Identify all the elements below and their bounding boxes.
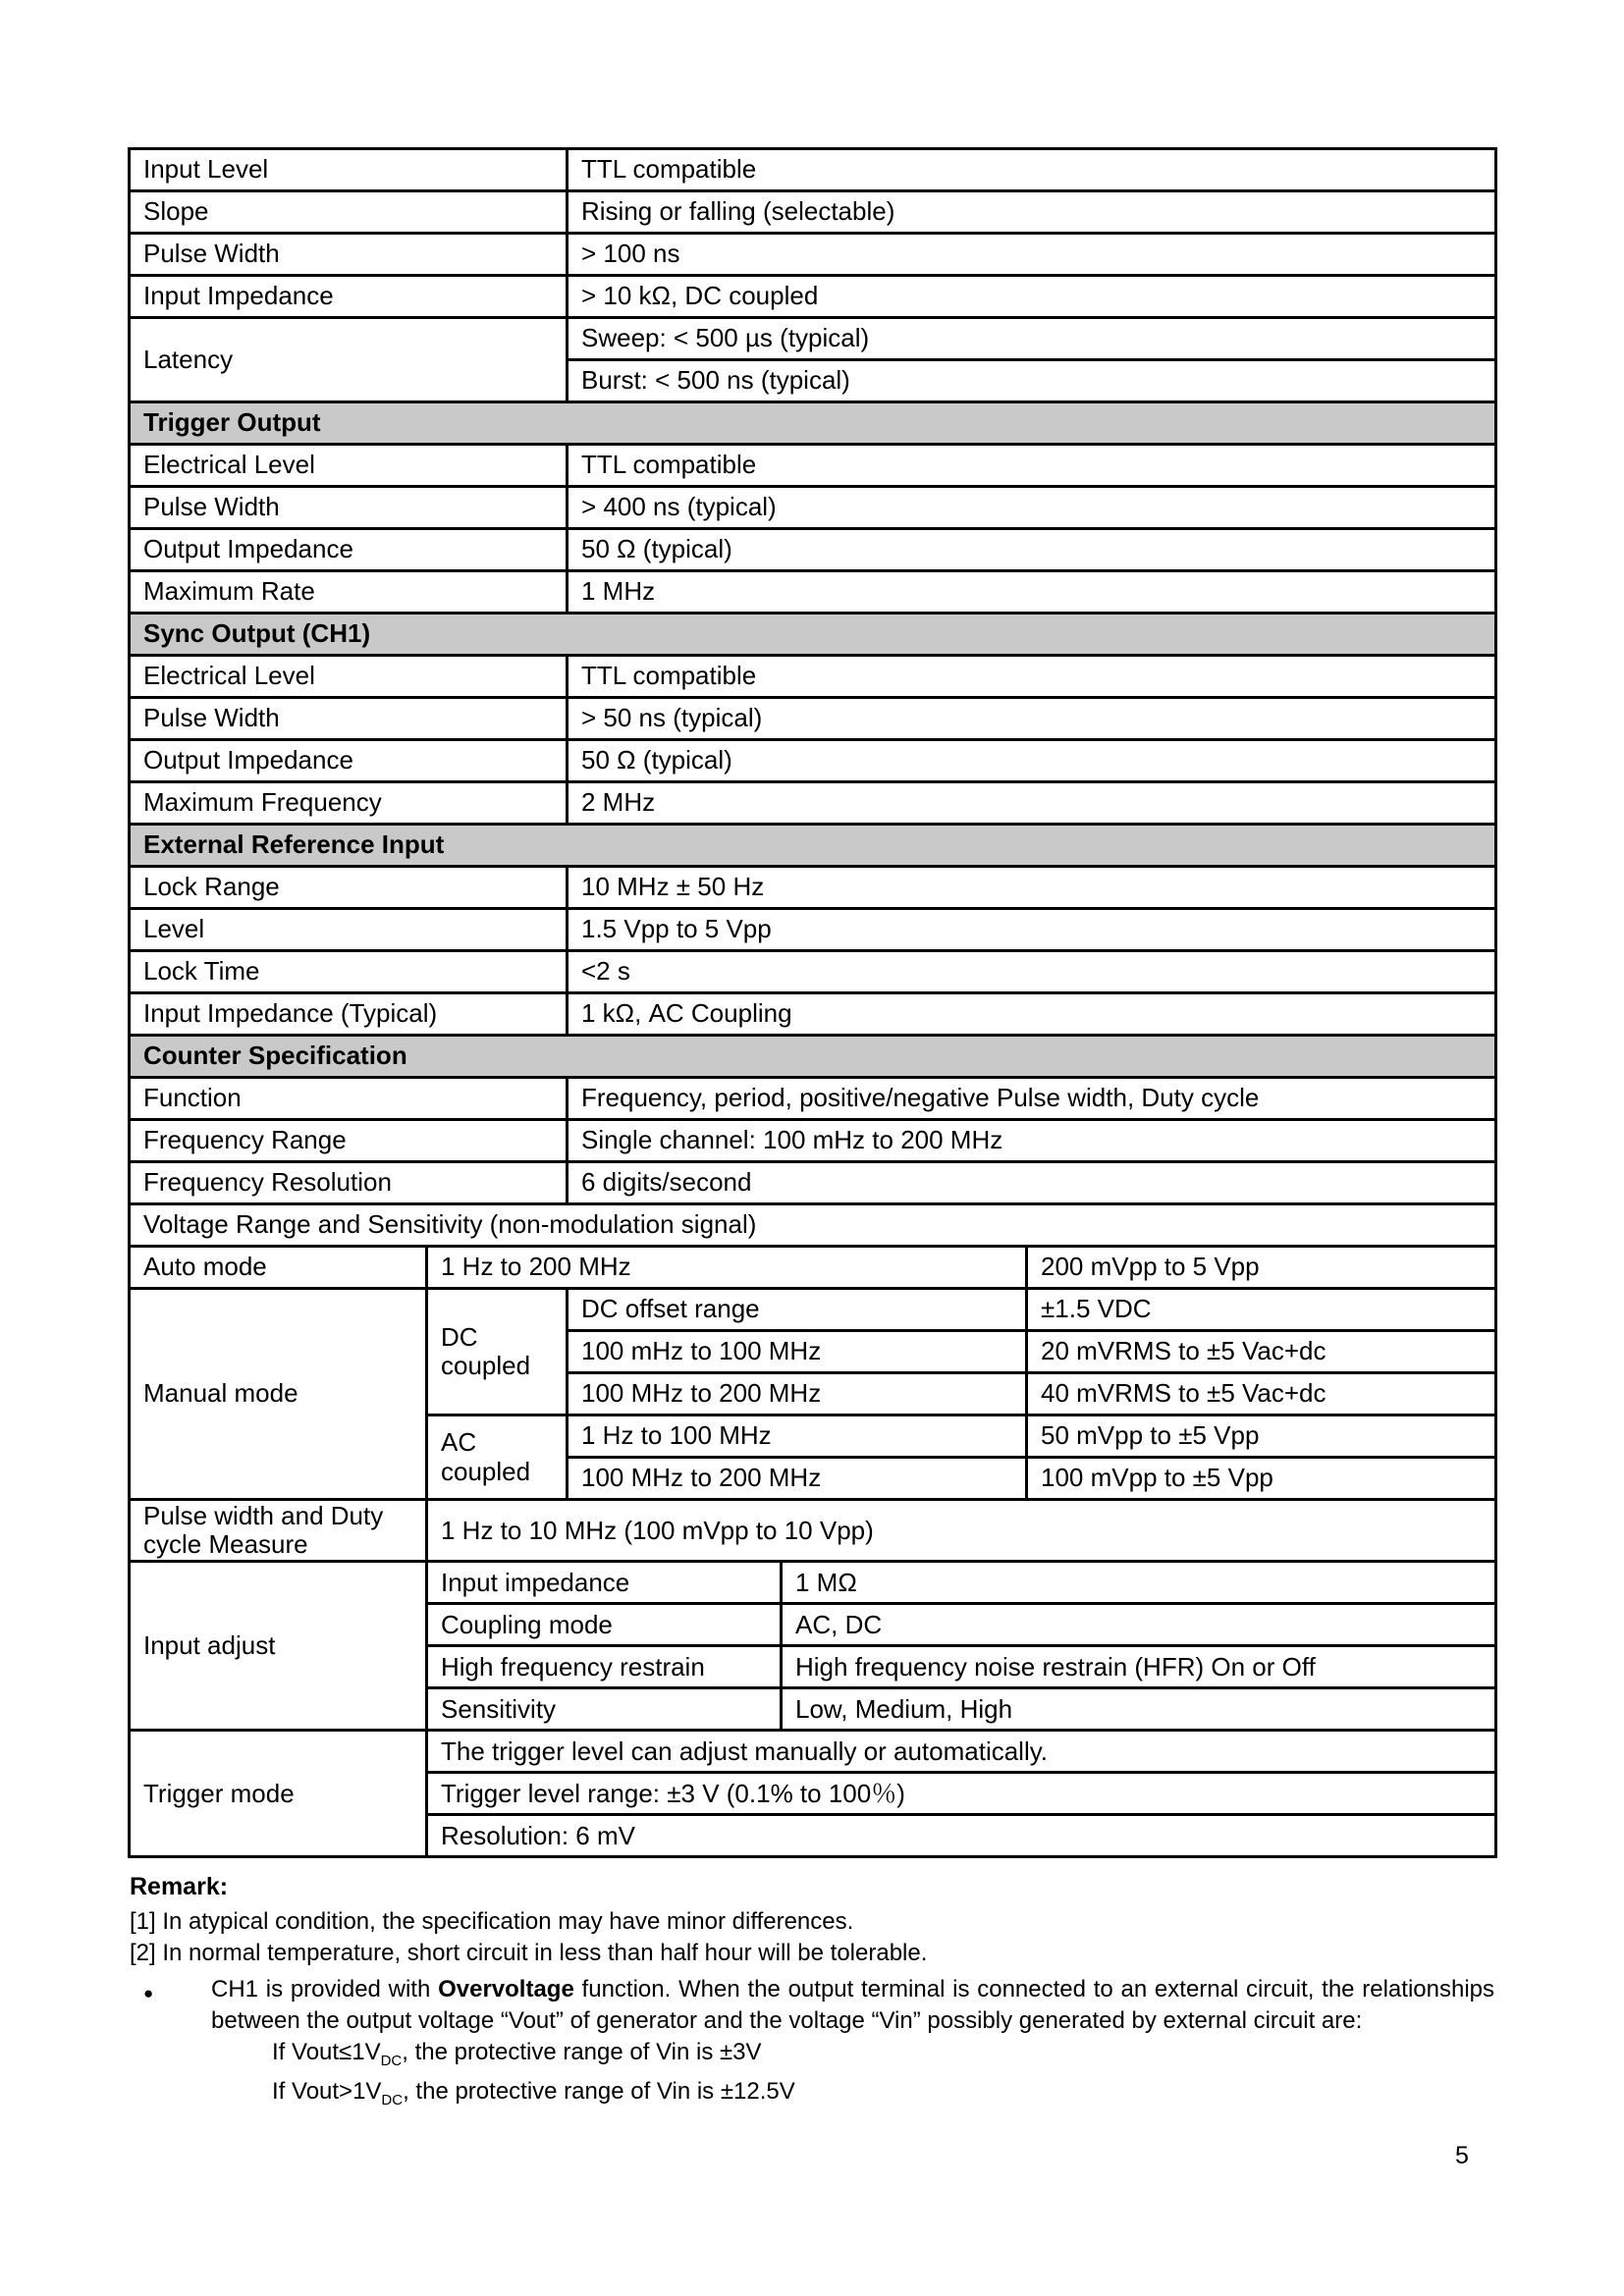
spec-label-cell: Input Impedance (Typical) xyxy=(130,993,568,1036)
spec-label-cell: Output Impedance xyxy=(130,529,568,571)
spec-label-cell: Lock Time xyxy=(130,951,568,993)
spec-value-cell: Resolution: 6 mV xyxy=(427,1815,1496,1857)
spec-value-cell: 1 Hz to 10 MHz (100 mVpp to 10 Vpp) xyxy=(427,1500,1496,1562)
spec-value-cell: ±1.5 VDC xyxy=(1027,1289,1496,1331)
spec-value-cell: TTL compatible xyxy=(568,149,1496,191)
remark-note-1: [1] In atypical condition, the specification may have minor differences. xyxy=(130,1908,854,1935)
table-row xyxy=(130,234,1496,276)
remark-note-2: [2] In normal temperature, short circuit in less than half hour will be tolerable. xyxy=(130,1940,928,1966)
spec-value-cell: 6 digits/second xyxy=(568,1162,1496,1204)
bullet-text-post: function. When the output terminal is connected to an external circuit, the relationships between the output voltage “Vout” of generator and the voltage “Vin” possibly generated by external circuit are: xyxy=(211,1976,1494,2034)
section-header-sync-output: Sync Output (CH1) xyxy=(130,614,1496,656)
table-row xyxy=(130,445,1496,487)
spec-label-cell: Lock Range xyxy=(130,867,568,909)
table-row xyxy=(130,909,1496,951)
condition-sub: DC xyxy=(380,2052,403,2069)
section-header-trigger-output: Trigger Output xyxy=(130,402,1496,445)
condition-post: , the protective range of Vin is ±12.5V xyxy=(403,2077,795,2105)
spec-value-cell: Frequency, period, positive/negative Pulse width, Duty cycle xyxy=(568,1078,1496,1120)
spec-label-cell: Latency xyxy=(130,318,568,402)
overvoltage-condition-2 xyxy=(272,2076,1494,2115)
spec-value-cell: 40 mVRMS to ±5 Vac+dc xyxy=(1027,1373,1496,1415)
bullet-icon: ● xyxy=(143,1984,154,2002)
spec-label-cell: Electrical Level xyxy=(130,445,568,487)
spec-value-cell: Sweep: < 500 µs (typical) xyxy=(568,318,1496,360)
spec-value-cell: <2 s xyxy=(568,951,1496,993)
spec-value-cell: 100 mVpp to ±5 Vpp xyxy=(1027,1458,1496,1500)
spec-range-cell: 1 Hz to 100 MHz xyxy=(568,1415,1027,1458)
spec-label-cell: Auto mode xyxy=(130,1247,427,1289)
spec-label-cell: Level xyxy=(130,909,568,951)
spec-range-cell: 100 MHz to 200 MHz xyxy=(568,1458,1027,1500)
table-row xyxy=(130,1247,1496,1289)
spec-value-cell: 1.5 Vpp to 5 Vpp xyxy=(568,909,1496,951)
spec-coupling-cell: DC coupled xyxy=(427,1289,568,1415)
table-row xyxy=(130,529,1496,571)
table-row xyxy=(130,1162,1496,1204)
voltage-range-subtitle-cell: Voltage Range and Sensitivity (non-modulation signal) xyxy=(130,1204,1496,1247)
spec-label-cell: Pulse width and Duty cycle Measure xyxy=(130,1500,427,1562)
spec-value-cell: 1 MΩ xyxy=(782,1562,1496,1604)
spec-value-cell: > 50 ns (typical) xyxy=(568,698,1496,740)
spec-value-cell: High frequency noise restrain (HFR) On or Off xyxy=(782,1646,1496,1688)
spec-label-cell: Input Level xyxy=(130,149,568,191)
spec-value-cell: The trigger level can adjust manually or automatically. xyxy=(427,1731,1496,1773)
table-row xyxy=(130,782,1496,825)
spec-value-cell: 50 Ω (typical) xyxy=(568,529,1496,571)
table-row xyxy=(130,656,1496,698)
spec-label-cell: Pulse Width xyxy=(130,234,568,276)
remark-section xyxy=(128,1873,1494,2115)
overvoltage-condition-1 xyxy=(272,2037,1494,2076)
spec-range-cell: 1 Hz to 200 MHz xyxy=(427,1247,1027,1289)
spec-label-cell: Slope xyxy=(130,191,568,234)
table-row xyxy=(130,1078,1496,1120)
spec-value-cell: AC, DC xyxy=(782,1604,1496,1646)
spec-value-cell: 1 MHz xyxy=(568,571,1496,614)
specification-table xyxy=(128,147,1497,1858)
remark-bullet-paragraph xyxy=(128,1974,1494,2037)
spec-label-cell: Maximum Frequency xyxy=(130,782,568,825)
spec-label-cell: Trigger mode xyxy=(130,1731,427,1857)
page-number: 5 xyxy=(1455,2142,1469,2169)
table-row xyxy=(130,571,1496,614)
spec-value-cell: > 10 kΩ, DC coupled xyxy=(568,276,1496,318)
spec-value-cell: 50 Ω (typical) xyxy=(568,740,1496,782)
table-row xyxy=(130,487,1496,529)
spec-value-cell: Low, Medium, High xyxy=(782,1688,1496,1731)
spec-value-cell: 50 mVpp to ±5 Vpp xyxy=(1027,1415,1496,1458)
condition-pre: If Vout>1V xyxy=(272,2077,382,2105)
spec-value-cell: 10 MHz ± 50 Hz xyxy=(568,867,1496,909)
table-row xyxy=(130,867,1496,909)
table-row xyxy=(130,149,1496,191)
spec-name-cell: Sensitivity xyxy=(427,1688,782,1731)
spec-value-cell: 2 MHz xyxy=(568,782,1496,825)
spec-value-cell: Burst: < 500 ns (typical) xyxy=(568,360,1496,402)
spec-label-cell: Manual mode xyxy=(130,1289,427,1500)
section-header-external-reference: External Reference Input xyxy=(130,825,1496,867)
spec-name-cell: Coupling mode xyxy=(427,1604,782,1646)
bullet-text-pre: CH1 is provided with xyxy=(211,1976,439,2002)
spec-label-cell: Frequency Resolution xyxy=(130,1162,568,1204)
table-row xyxy=(130,276,1496,318)
section-header-row xyxy=(130,402,1496,445)
spec-value-cell: Single channel: 100 mHz to 200 MHz xyxy=(568,1120,1496,1162)
spec-name-cell: Input impedance xyxy=(427,1562,782,1604)
table-row xyxy=(130,951,1496,993)
spec-range-cell: 100 MHz to 200 MHz xyxy=(568,1373,1027,1415)
table-row xyxy=(130,1204,1496,1247)
table-row xyxy=(130,1289,1496,1331)
spec-value-cell: 200 mVpp to 5 Vpp xyxy=(1027,1247,1496,1289)
condition-sub: DC xyxy=(381,2091,404,2109)
spec-label-cell: Input Impedance xyxy=(130,276,568,318)
spec-range-cell: DC offset range xyxy=(568,1289,1027,1331)
spec-value-cell: > 100 ns xyxy=(568,234,1496,276)
spec-name-cell: High frequency restrain xyxy=(427,1646,782,1688)
spec-label-cell: Pulse Width xyxy=(130,487,568,529)
section-header-counter-specification: Counter Specification xyxy=(130,1036,1496,1078)
table-row xyxy=(130,1562,1496,1604)
table-row xyxy=(130,993,1496,1036)
table-row xyxy=(130,191,1496,234)
spec-range-cell: 100 mHz to 100 MHz xyxy=(568,1331,1027,1373)
condition-post: , the protective range of Vin is ±3V xyxy=(402,2039,762,2065)
spec-value-cell: TTL compatible xyxy=(568,445,1496,487)
table-row xyxy=(130,698,1496,740)
table-row xyxy=(130,318,1496,360)
table-row xyxy=(130,1120,1496,1162)
spec-label-cell: Input adjust xyxy=(130,1562,427,1731)
spec-value-cell: 20 mVRMS to ±5 Vac+dc xyxy=(1027,1331,1496,1373)
spec-value-cell: > 400 ns (typical) xyxy=(568,487,1496,529)
table-row xyxy=(130,740,1496,782)
condition-pre: If Vout≤1V xyxy=(272,2039,381,2065)
spec-coupling-cell: AC coupled xyxy=(427,1415,568,1500)
spec-value-cell: Trigger level range: ±3 V (0.1% to 100％) xyxy=(427,1773,1496,1815)
section-header-row xyxy=(130,825,1496,867)
spec-label-cell: Output Impedance xyxy=(130,740,568,782)
table-row xyxy=(130,1731,1496,1773)
spec-label-cell: Maximum Rate xyxy=(130,571,568,614)
spec-label-cell: Pulse Width xyxy=(130,698,568,740)
section-header-row xyxy=(130,614,1496,656)
spec-label-cell: Electrical Level xyxy=(130,656,568,698)
section-header-row xyxy=(130,1036,1496,1078)
spec-value-cell: 1 kΩ, AC Coupling xyxy=(568,993,1496,1036)
bullet-text-bold: Overvoltage xyxy=(438,1976,574,2002)
spec-value-cell: Rising or falling (selectable) xyxy=(568,191,1496,234)
spec-label-cell: Frequency Range xyxy=(130,1120,568,1162)
spec-value-cell: TTL compatible xyxy=(568,656,1496,698)
table-row xyxy=(130,1500,1496,1562)
remark-title: Remark: xyxy=(130,1873,229,1900)
spec-label-cell: Function xyxy=(130,1078,568,1120)
